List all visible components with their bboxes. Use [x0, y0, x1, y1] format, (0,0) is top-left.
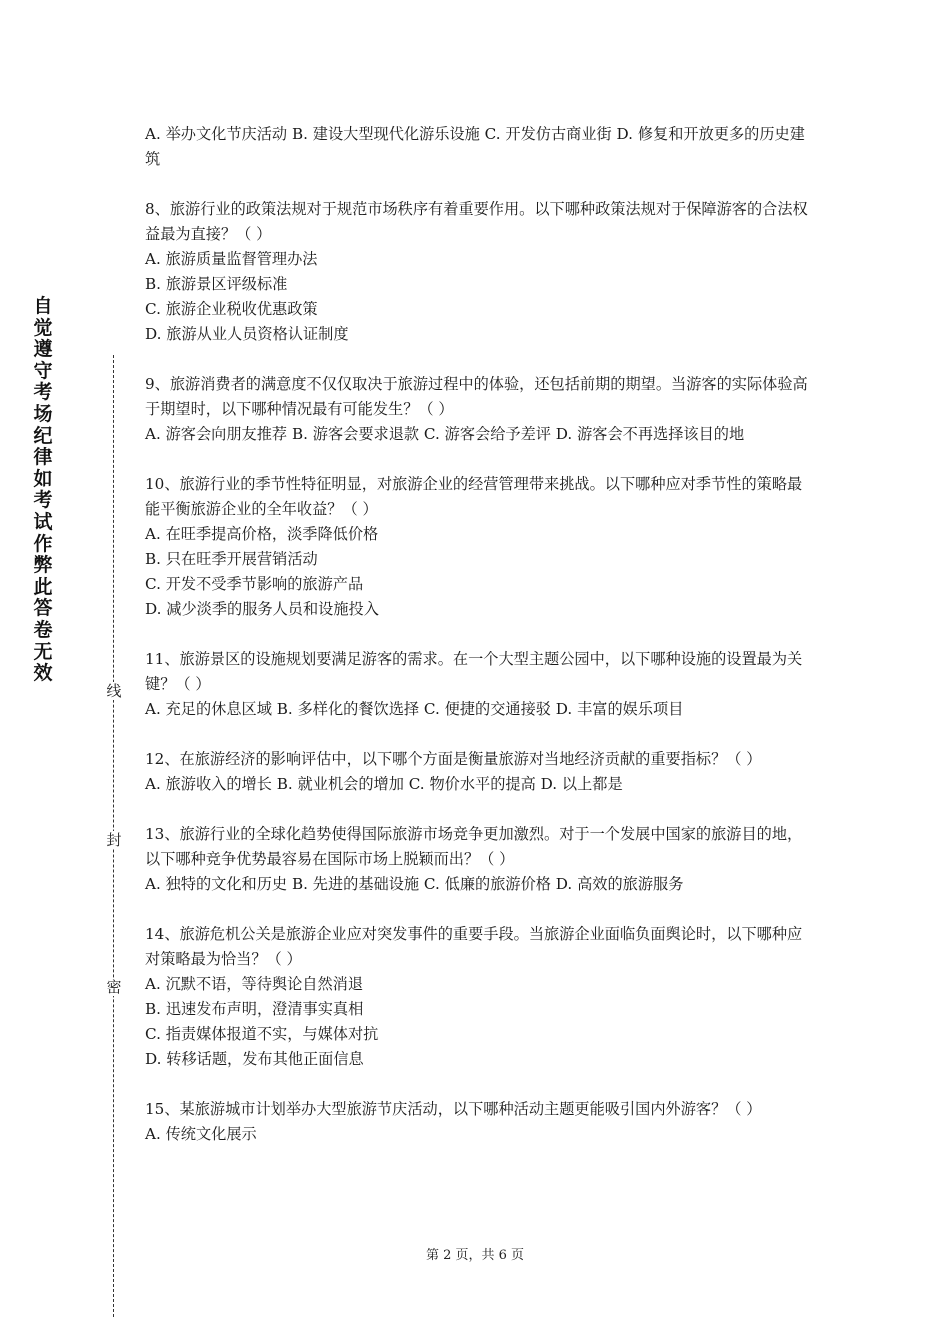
warning-char: 弊 — [33, 554, 53, 577]
question-stem: 14、旅游危机公关是旅游企业应对突发事件的重要手段。当旅游企业面临负面舆论时，以下哪种应对策略最为恰当？（ ） — [145, 925, 803, 968]
warning-char: 自 — [33, 295, 53, 317]
option-a: A. 旅游质量监督管理办法 — [145, 250, 318, 268]
question-15 — [145, 1097, 810, 1147]
question-stem: 11、旅游景区的设施规划要满足游客的需求。在一个大型主题公园中，以下哪种设施的设置最为关键？（ ） — [145, 650, 803, 693]
warning-char: 纪 — [33, 424, 53, 447]
question-12 — [145, 747, 810, 797]
question-stem: 9、旅游消费者的满意度不仅仅取决于旅游过程中的体验，还包括前期的期望。当游客的实际体验高于期望时，以下哪种情况最有可能发生？（ ） — [145, 375, 808, 418]
option-b: B. 旅游景区评级标准 — [145, 275, 288, 293]
question-stem: 15、某旅游城市计划举办大型旅游节庆活动，以下哪种活动主题更能吸引国内外游客？（ ） — [145, 1100, 762, 1118]
question-stem: 8、旅游行业的政策法规对于规范市场秩序有着重要作用。以下哪种政策法规对于保障游客的合法权益最为直接？（ ） — [145, 200, 808, 243]
option-d: D. 转移话题，发布其他正面信息 — [145, 1050, 364, 1068]
option-a: A. 在旺季提高价格，淡季降低价格 — [145, 525, 379, 543]
question-stem: 13、旅游行业的全球化趋势使得国际旅游市场竞争更加激烈。对于一个发展中国家的旅游目的地，以下哪种竞争优势最容易在国际市场上脱颖而出？（ ） — [145, 825, 803, 868]
warning-char: 考 — [33, 489, 53, 512]
warning-char: 场 — [33, 402, 53, 425]
warning-char: 律 — [33, 446, 53, 469]
question-stem: 10、旅游行业的季节性特征明显，对旅游企业的经营管理带来挑战。以下哪种应对季节性的策略最能平衡旅游企业的全年收益？（ ） — [145, 475, 803, 518]
option-a: A. 传统文化展示 — [145, 1125, 257, 1143]
option-c: C. 指责媒体报道不实，与媒体对抗 — [145, 1025, 379, 1043]
warning-char: 如 — [33, 467, 53, 490]
question-list — [145, 122, 810, 1147]
question-14 — [145, 922, 810, 1072]
question-10 — [145, 472, 810, 622]
warning-char: 此 — [33, 575, 53, 598]
inline-options: A. 游客会向朋友推荐 B. 游客会要求退款 C. 游客会给予差评 D. 游客会不再选择该目的地 — [145, 425, 745, 443]
warning-char: 无 — [33, 640, 53, 663]
question-11 — [145, 647, 810, 722]
option-a: A. 沉默不语，等待舆论自然消退 — [145, 975, 364, 993]
option-c: C. 开发不受季节影响的旅游产品 — [145, 575, 364, 593]
inline-options: A. 独特的文化和历史 B. 先进的基础设施 C. 低廉的旅游价格 D. 高效的旅游服务 — [145, 875, 684, 893]
question-7-continuation — [145, 122, 810, 172]
option-b: B. 迅速发布声明，澄清事实真相 — [145, 1000, 364, 1018]
warning-char: 作 — [33, 532, 53, 555]
question-13 — [145, 822, 810, 897]
inline-options: A. 旅游收入的增长 B. 就业机会的增加 C. 物价水平的提高 D. 以上都是 — [145, 775, 623, 793]
warning-char: 卷 — [33, 618, 53, 641]
warning-char: 守 — [33, 359, 53, 382]
option-b: B. 只在旺季开展营销活动 — [145, 550, 318, 568]
warning-char: 遵 — [33, 338, 53, 361]
option-d: D. 减少淡季的服务人员和设施投入 — [145, 600, 379, 618]
warning-char: 效 — [33, 662, 53, 685]
option-d: D. 旅游从业人员资格认证制度 — [145, 325, 349, 343]
warning-char: 答 — [33, 597, 53, 620]
question-8 — [145, 197, 810, 347]
option-c: C. 旅游企业税收优惠政策 — [145, 300, 318, 318]
inline-options: A. 充足的休息区域 B. 多样化的餐饮选择 C. 便捷的交通接驳 D. 丰富的娱乐项目 — [145, 700, 684, 718]
warning-char: 试 — [33, 510, 53, 533]
warning-char: 考 — [33, 381, 53, 404]
binding-mark-seal: 封 — [106, 831, 122, 849]
exam-integrity-warning — [30, 296, 56, 685]
question-stem: 12、在旅游经济的影响评估中，以下哪个方面是衡量旅游对当地经济贡献的重要指标？（ ） — [145, 750, 762, 768]
binding-mark-line: 线 — [106, 682, 122, 700]
warning-char: 觉 — [33, 316, 53, 339]
inline-options: A. 举办文化节庆活动 B. 建设大型现代化游乐设施 C. 开发仿古商业街 D. 修复和开放更多的历史建筑 — [145, 125, 805, 168]
binding-mark-sealed: 密 — [106, 978, 122, 996]
question-9 — [145, 372, 810, 447]
page-number: 第 2 页，共 6 页 — [425, 1248, 525, 1263]
